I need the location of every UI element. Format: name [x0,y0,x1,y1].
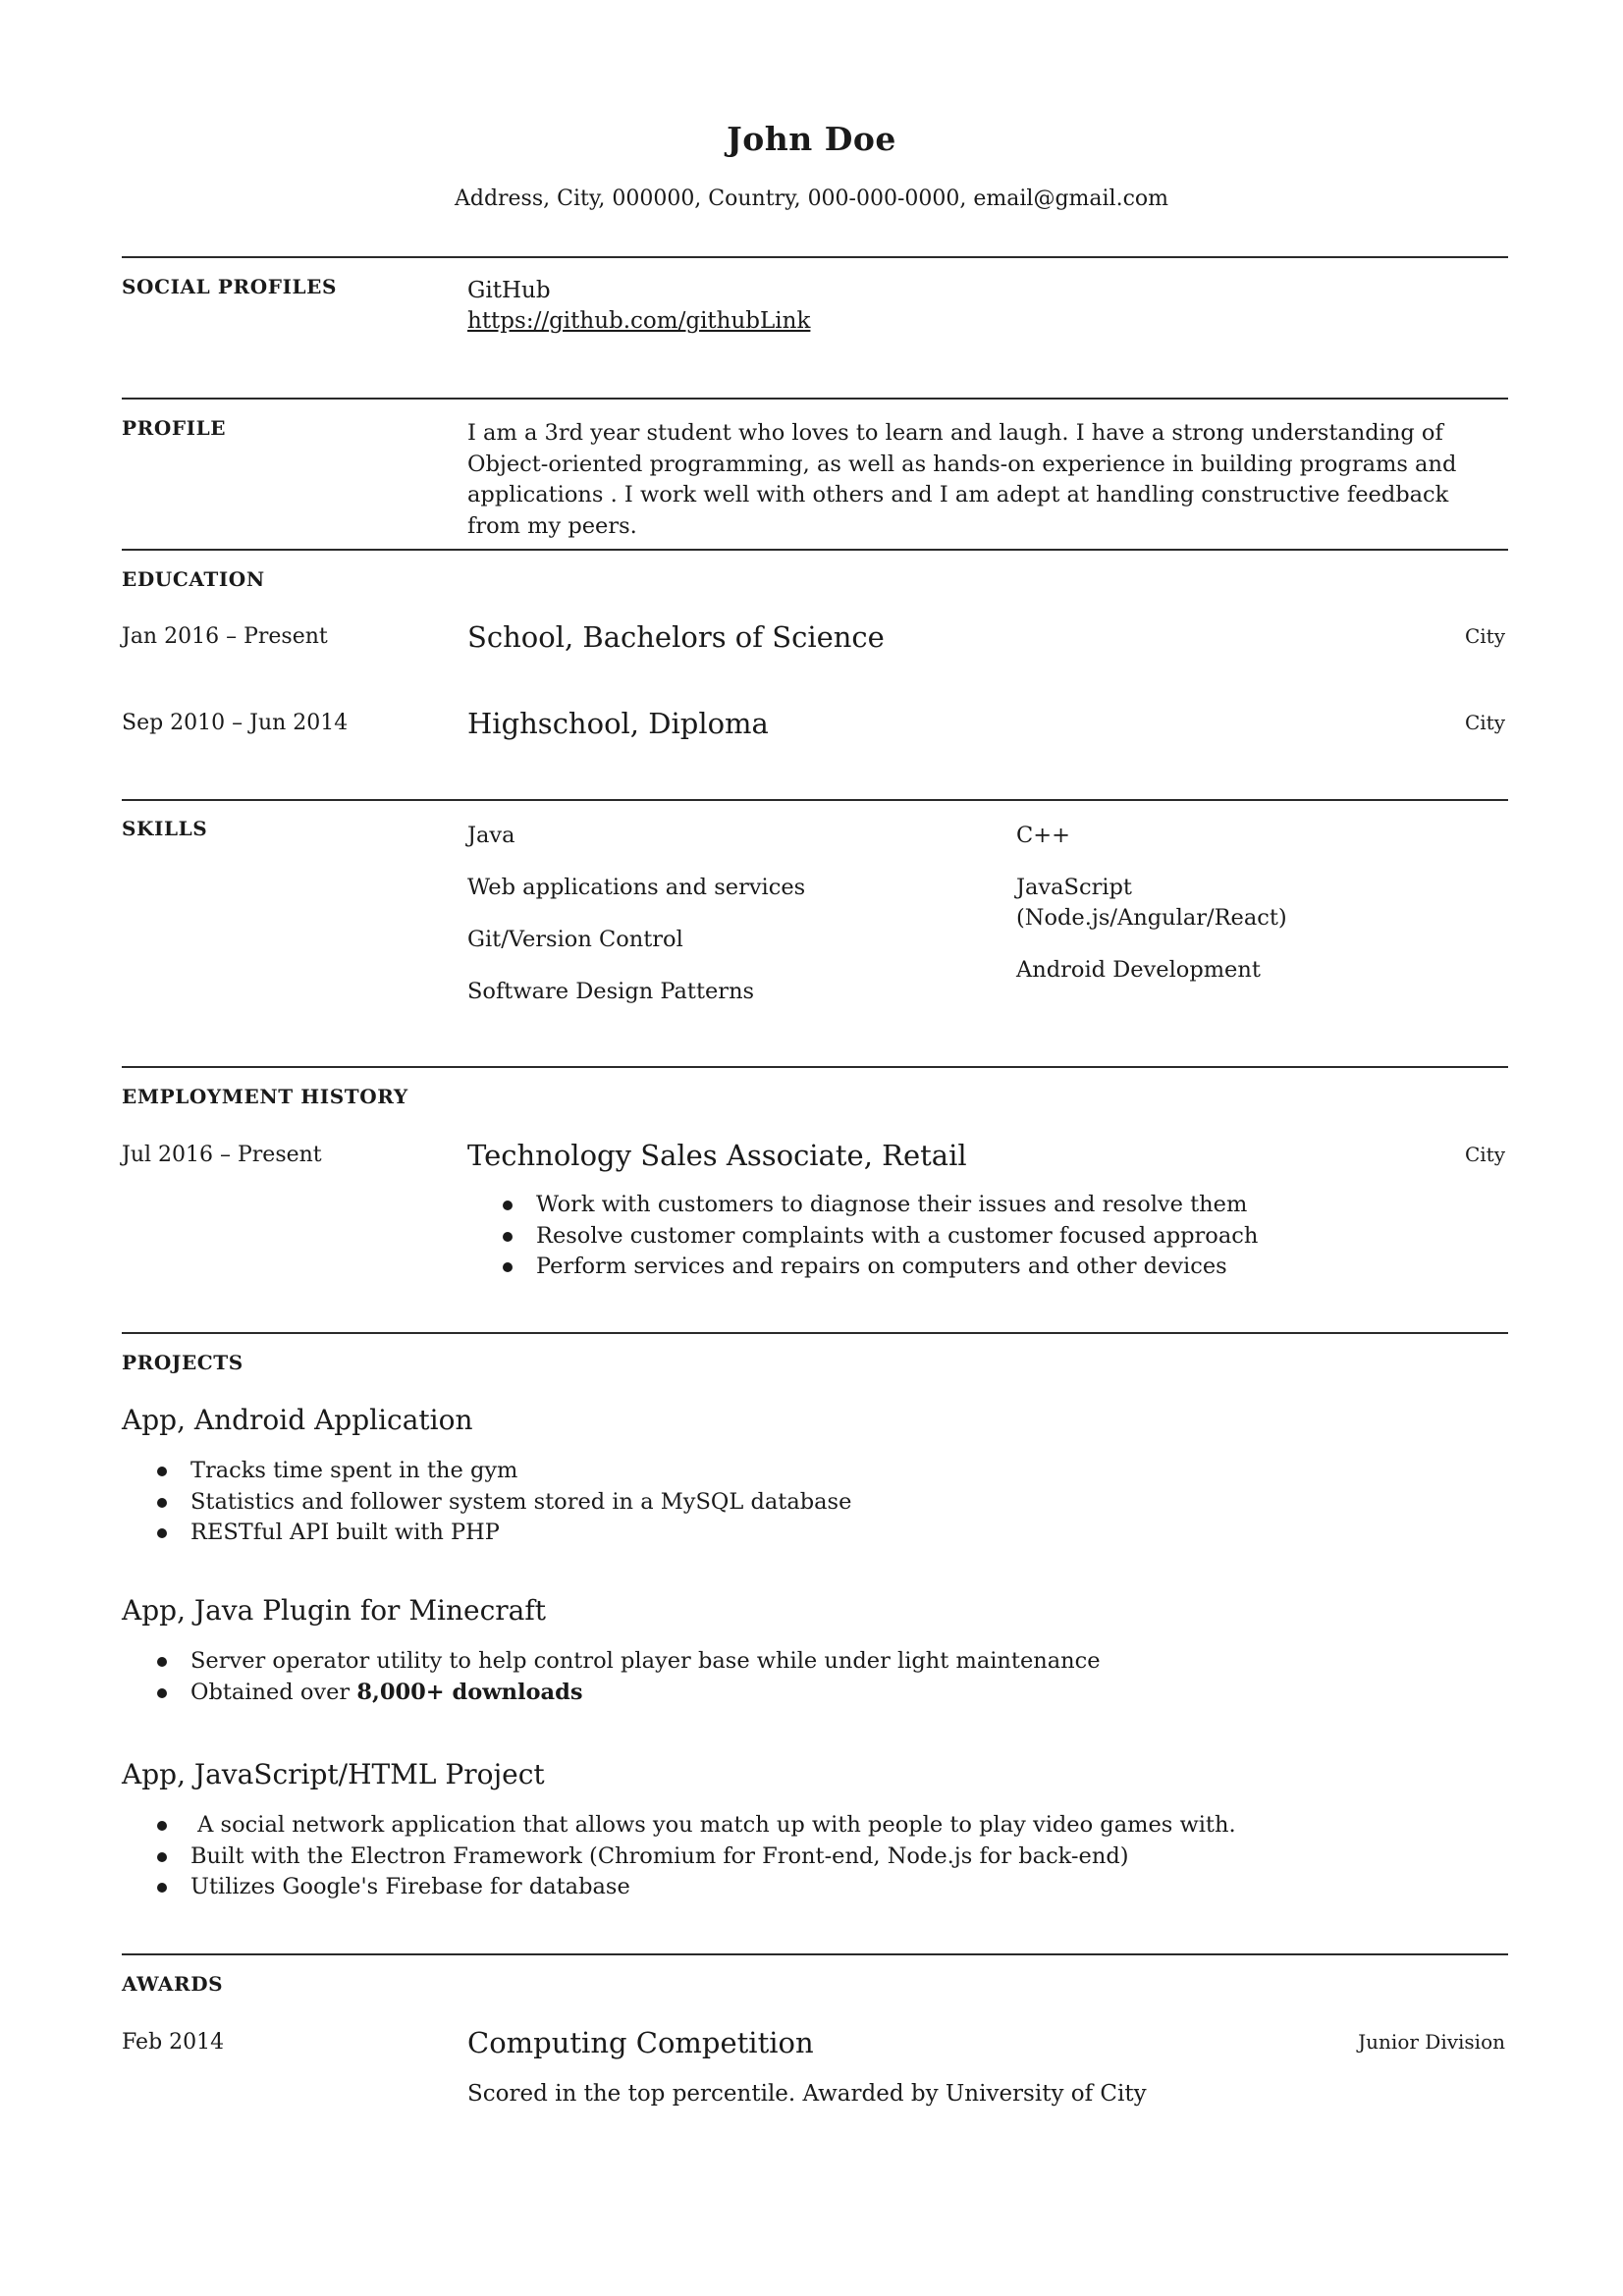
section-title-awards: AWARDS [122,1972,224,1996]
github-link[interactable]: https://github.com/githubLink [467,308,811,334]
skill-item: Web applications and services [467,875,806,900]
project-title: App, JavaScript/HTML Project [122,1758,545,1790]
list-item: Utilizes Google's Firebase for database [153,1872,1236,1903]
list-item: A social network application that allows you match up with people to play video games with. [153,1810,1236,1842]
section-title-social-profiles: SOCIAL PROFILES [122,275,338,298]
list-item: Resolve customer complaints with a customer focused approach [499,1221,1258,1253]
education-title: Highschool, Diploma [467,707,769,740]
employment-date: Jul 2016 – Present [122,1143,322,1167]
award-name: Computing Competition [467,2026,814,2059]
project-details-list [153,1456,851,1549]
skills-column-2 [1016,821,1330,1007]
list-item: Perform services and repairs on computers and other devices [499,1252,1258,1283]
award-division: Junior Division [1358,2030,1505,2054]
skill-item: Android Development [1016,957,1261,983]
social-network-name: GitHub [467,278,551,303]
contact-line: Address, City, 000000, Country, 000-000-0000, email@gmail.com [454,187,1169,211]
list-item: Statistics and follower system stored in a MySQL database [153,1487,851,1519]
project-details-list [153,1810,1236,1903]
job-title: Technology Sales Associate, Retail [467,1139,967,1172]
section-divider [122,1066,1508,1068]
section-title-education: EDUCATION [122,567,265,591]
education-city: City [1464,711,1505,734]
skills-column-1 [467,821,978,1029]
section-divider [122,398,1508,400]
skill-item: JavaScript (Node.js/Angular/React) [1016,875,1287,931]
skill-item: Java [467,823,515,848]
section-title-employment-history: EMPLOYMENT HISTORY [122,1085,408,1108]
list-item: RESTful API built with PHP [153,1518,851,1549]
skill-item: C++ [1016,823,1070,848]
list-item: Work with customers to diagnose their issues and resolve them [499,1190,1258,1221]
section-title-projects: PROJECTS [122,1351,243,1374]
downloads-prefix: Obtained over [190,1679,357,1705]
education-date: Sep 2010 – Jun 2014 [122,711,349,735]
section-divider [122,1953,1508,1955]
skill-item: Software Design Patterns [467,979,755,1004]
project-details-list [153,1646,1101,1708]
list-item: Tracks time spent in the gym [153,1456,851,1487]
downloads-count: 8,000+ downloads [356,1679,583,1705]
project-title: App, Android Application [122,1404,473,1436]
section-title-skills: SKILLS [122,817,208,840]
education-title: School, Bachelors of Science [467,620,885,654]
resume-name: John Doe [727,120,896,158]
skill-item: Git/Version Control [467,927,683,952]
award-description: Scored in the top percentile. Awarded by University of City [467,2081,1147,2107]
section-title-profile: PROFILE [122,416,227,440]
profile-summary: I am a 3rd year student who loves to learn and laugh. I have a strong understanding of Object-oriented programming, as well as hands-on experience in building programs and applications . I work well with others and I am adept at handling constructive feedback from my peers. [467,420,1457,539]
list-item: Built with the Electron Framework (Chromium for Front-end, Node.js for back-end) [153,1842,1236,1873]
section-divider [122,799,1508,801]
award-date: Feb 2014 [122,2030,225,2055]
section-divider [122,549,1508,551]
education-date: Jan 2016 – Present [122,624,328,649]
education-city: City [1464,624,1505,648]
section-divider [122,1332,1508,1334]
list-item: Server operator utility to help control player base while under light maintenance [153,1646,1101,1678]
section-divider [122,256,1508,258]
project-title: App, Java Plugin for Minecraft [122,1594,546,1627]
list-item [153,1678,1101,1709]
employment-city: City [1464,1143,1505,1166]
job-duties-list [499,1190,1258,1283]
